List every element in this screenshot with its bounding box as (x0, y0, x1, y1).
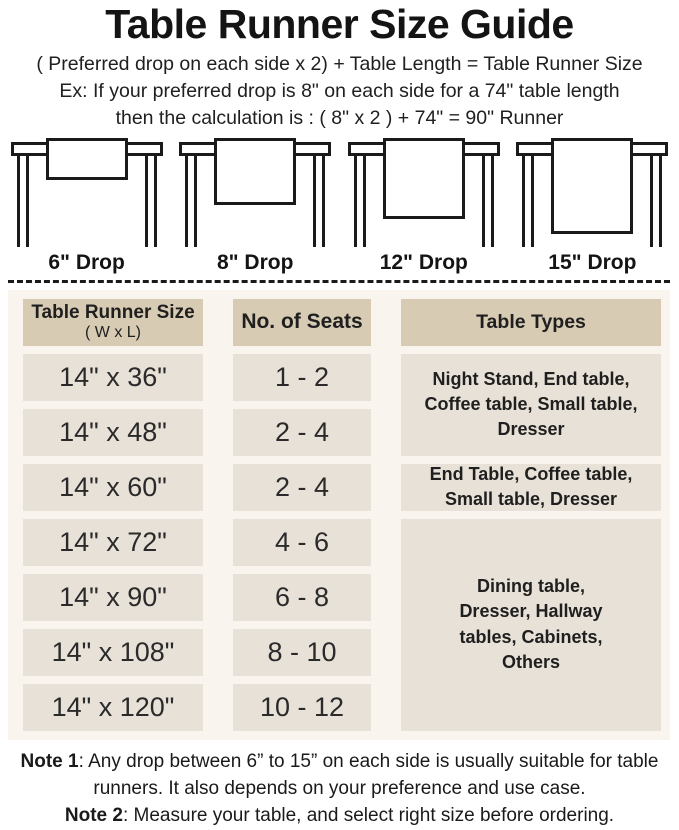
column-header-seats (233, 299, 371, 346)
note-2 (10, 803, 670, 830)
runner-size-value: 14" x 60" (59, 471, 167, 502)
seats-value: 10 - 12 (259, 691, 345, 722)
note-2-label: Note 2 (64, 804, 123, 826)
seats-value: 6 - 8 (274, 581, 330, 612)
example-line-2: then the calculation is : ( 8" x 2 ) + 74" = 90" Runner (115, 106, 564, 129)
seats-cell (233, 574, 371, 621)
runner-size-value: 14" x 72" (59, 526, 167, 557)
seats-value: 2 - 4 (274, 416, 330, 447)
size-guide-section (8, 290, 670, 740)
column-header-table-types (401, 299, 661, 346)
table-types-value: End Table, Coffee table, Small table, Dresser (429, 463, 633, 510)
seats-cell (233, 519, 371, 566)
seats-header-label: No. of Seats (241, 310, 363, 334)
table-types-value: Night Stand, End table, Coffee table, Small table, Dresser (424, 368, 638, 440)
column-header-runner-size (23, 299, 203, 346)
table-with-runner-illustration (175, 136, 335, 248)
table-types-cell (401, 519, 661, 731)
seats-value: 1 - 2 (274, 361, 330, 392)
runner-size-cell (23, 684, 203, 731)
runner-size-cell (23, 464, 203, 511)
drop-illustrations-row (0, 136, 679, 275)
runner-size-value: 14" x 48" (59, 416, 167, 447)
table-types-cell (401, 354, 661, 456)
example-line-1: Ex: If your preferred drop is 8" on each side for a 74" table length (59, 79, 620, 102)
drop-label: 6" Drop (48, 250, 125, 274)
runner-size-cell (23, 409, 203, 456)
seats-value: 8 - 10 (267, 636, 337, 667)
drop-label: 8" Drop (216, 250, 294, 274)
size-guide-table (23, 299, 661, 731)
notes-block (0, 749, 679, 830)
table-with-runner-illustration (344, 136, 504, 248)
drop-label: 15" Drop (548, 250, 637, 274)
runner-size-cell (23, 354, 203, 401)
table-drop-figure (3, 136, 171, 275)
runner-size-value: 14" x 90" (59, 581, 167, 612)
runner-size-value: 14" x 108" (51, 636, 175, 667)
table-with-runner-illustration (512, 136, 672, 248)
runner-size-cell (23, 519, 203, 566)
note-2-text: : Measure your table, and select right size before ordering. (122, 804, 615, 826)
table-drop-figure (171, 136, 339, 275)
seats-value: 2 - 4 (274, 471, 330, 502)
seats-cell (233, 464, 371, 511)
dashed-divider (8, 280, 670, 283)
runner-size-cell (23, 629, 203, 676)
formula-line: ( Preferred drop on each side x 2) + Table Length = Table Runner Size (36, 52, 643, 75)
seats-cell (233, 409, 371, 456)
table-types-cell (401, 464, 661, 511)
runner-size-value: 14" x 36" (59, 361, 167, 392)
seats-value: 4 - 6 (274, 526, 330, 557)
note-1-text: : Any drop between 6” to 15” on each side is usually suitable for table runners. It also depends on your preference and use case. (78, 750, 659, 799)
table-with-runner-illustration (7, 136, 167, 248)
table-types-header-label: Table Types (476, 310, 586, 333)
runner-size-cell (23, 574, 203, 621)
table-drop-figure (340, 136, 508, 275)
runner-size-header-sublabel: ( W x L) (85, 323, 141, 341)
seats-cell (233, 684, 371, 731)
page-header (0, 0, 679, 132)
note-1-label: Note 1 (20, 750, 79, 772)
note-1 (10, 749, 670, 803)
seats-cell (233, 354, 371, 401)
seats-cell (233, 629, 371, 676)
runner-size-header-label: Table Runner Size (31, 302, 195, 323)
page-title: Table Runner Size Guide (105, 1, 574, 47)
drop-label: 12" Drop (379, 250, 468, 274)
table-types-value: Dining table, Dresser, Hallway tables, Cabinets, Others (459, 576, 603, 672)
table-drop-figure (508, 136, 676, 275)
runner-size-value: 14" x 120" (51, 691, 175, 722)
